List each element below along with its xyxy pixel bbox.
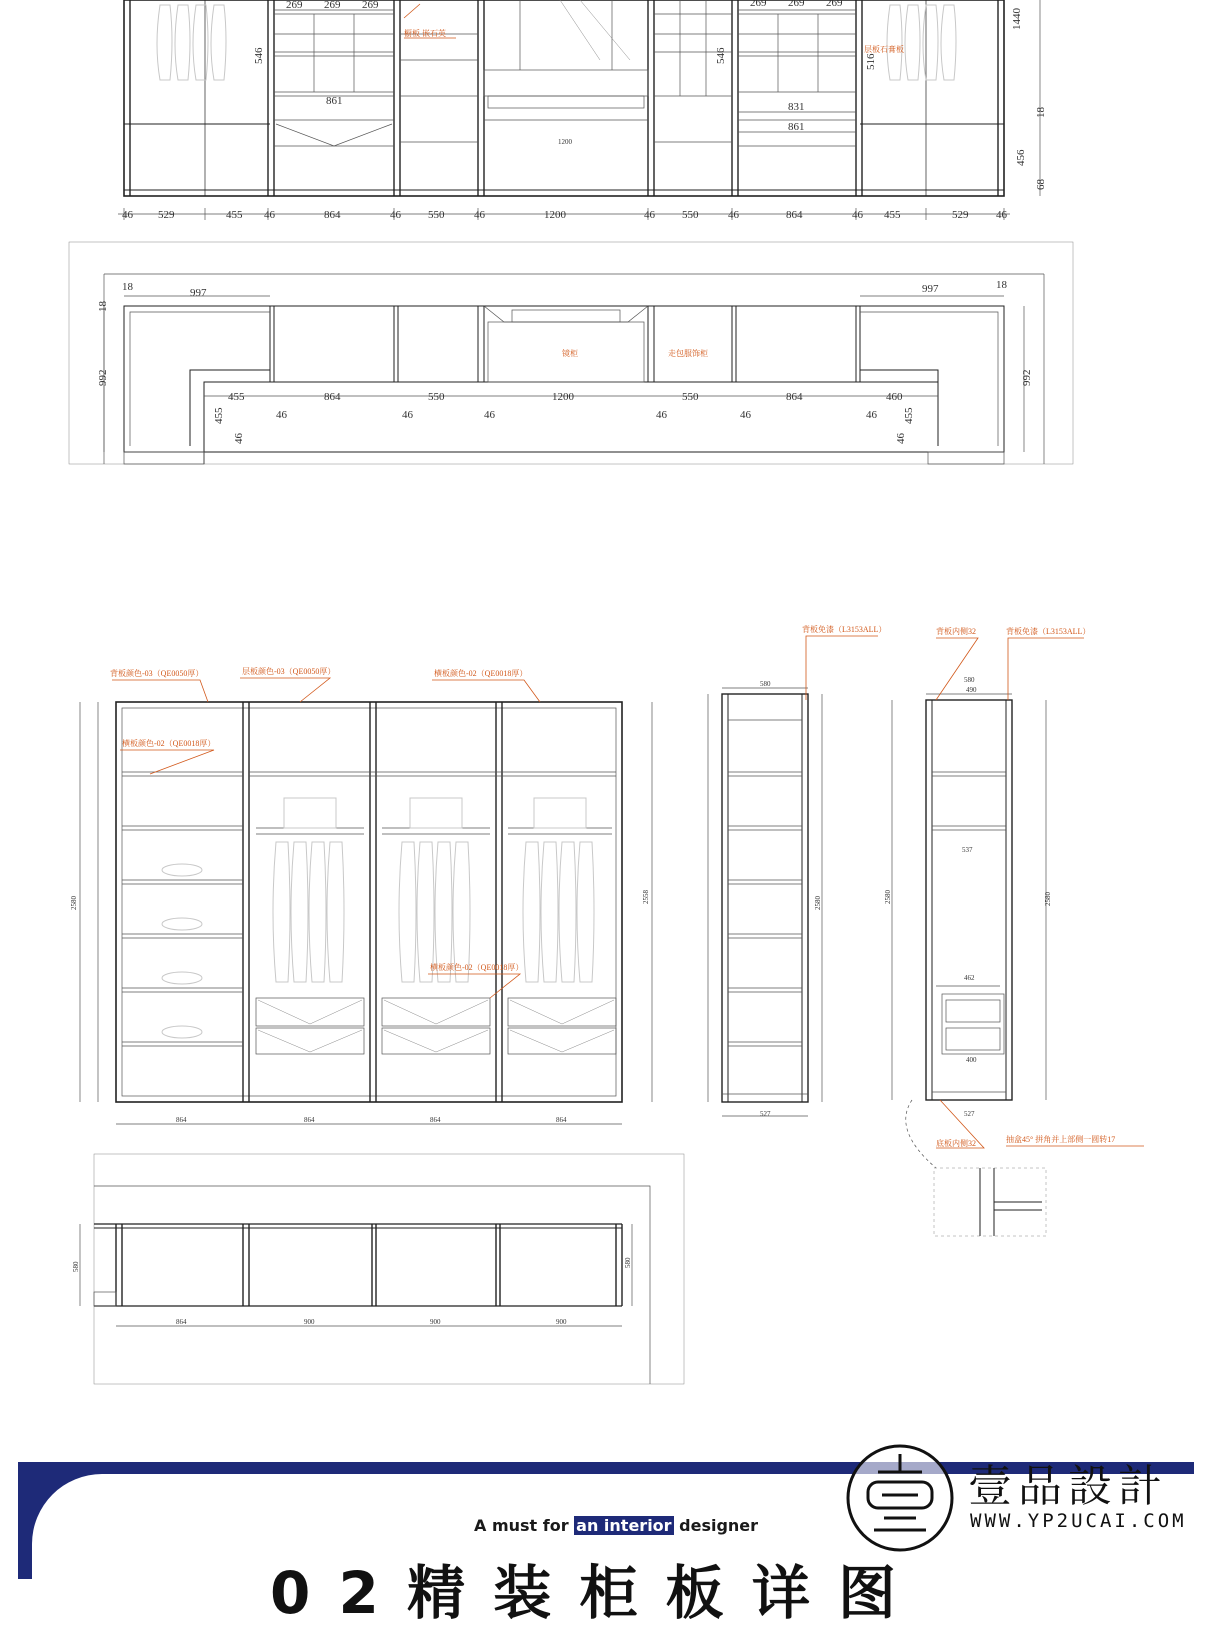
note-label: 背板内侧32 bbox=[936, 627, 976, 636]
dim-label: 46 bbox=[996, 209, 1007, 221]
dim-label: 2580 bbox=[1044, 892, 1052, 906]
dim-label: 831 bbox=[788, 101, 805, 113]
dim-label: 529 bbox=[158, 209, 175, 221]
dim-label: 2580 bbox=[70, 896, 78, 910]
tagline-text-end: designer bbox=[673, 1516, 759, 1535]
dim-label: 997 bbox=[190, 287, 207, 299]
dim-label: 992 bbox=[97, 369, 109, 386]
top-elevation bbox=[118, 0, 1047, 221]
dim-label: 46 bbox=[390, 209, 401, 221]
section-b bbox=[884, 626, 1144, 1236]
dim-label: 46 bbox=[264, 209, 275, 221]
banner-tagline bbox=[474, 1516, 758, 1535]
dim-label: 2580 bbox=[814, 896, 822, 910]
dim-label: 861 bbox=[326, 95, 343, 107]
dim-label: 1200 bbox=[558, 138, 572, 146]
dim-label: 2580 bbox=[884, 890, 892, 904]
dim-label: 861 bbox=[788, 121, 805, 133]
dim-label: 864 bbox=[786, 391, 803, 403]
dim-label: 455 bbox=[226, 209, 243, 221]
dim-label: 550 bbox=[428, 209, 445, 221]
dim-label: 18 bbox=[1035, 107, 1047, 118]
dim-label: 46 bbox=[276, 409, 287, 421]
note-label: 背板颜色-03（QE0050厚） bbox=[110, 669, 204, 678]
dim-label: 537 bbox=[962, 846, 973, 854]
dim-label: 462 bbox=[964, 974, 975, 982]
section-a bbox=[708, 624, 886, 1118]
dim-label: 46 bbox=[122, 209, 133, 221]
wardrobe-plan bbox=[72, 1154, 684, 1384]
logo-name: 壹品設計 bbox=[968, 1461, 1168, 1512]
dim-label: 68 bbox=[1035, 179, 1047, 190]
dim-label: 550 bbox=[682, 391, 699, 403]
tagline-highlight: an interior bbox=[576, 1516, 672, 1535]
dim-label: 455 bbox=[884, 209, 901, 221]
logo-mark-icon bbox=[844, 1442, 956, 1554]
dim-label: 900 bbox=[556, 1318, 567, 1326]
dim-label: 580 bbox=[72, 1261, 80, 1272]
dim-label: 1200 bbox=[552, 391, 574, 403]
dim-label: 46 bbox=[233, 433, 245, 444]
dim-label: 269 bbox=[788, 0, 805, 9]
note-label: 背板免漆（L3153ALL） bbox=[802, 625, 887, 634]
dim-label: 1440 bbox=[1011, 8, 1023, 30]
plan-label: 走包服饰柜 bbox=[668, 349, 708, 358]
banner-title: 0 2 精 装 柜 板 详 图 bbox=[270, 1559, 901, 1627]
note-label: 橱板 嵌石英 bbox=[404, 29, 446, 38]
dim-label: 580 bbox=[624, 1257, 632, 1268]
dim-label: 269 bbox=[286, 0, 303, 11]
top-plan bbox=[69, 242, 1073, 464]
dim-label: 529 bbox=[952, 209, 969, 221]
dim-label: 516 bbox=[865, 53, 877, 70]
note-label: 层板颜色-03（QE0050厚） bbox=[242, 667, 336, 676]
dim-label: 864 bbox=[786, 209, 803, 221]
dim-label: 992 bbox=[1021, 369, 1033, 386]
dim-label: 18 bbox=[996, 279, 1007, 291]
dim-label: 269 bbox=[826, 0, 843, 9]
dim-label: 400 bbox=[966, 1056, 977, 1064]
dim-label: 456 bbox=[1015, 149, 1027, 166]
dim-label: 527 bbox=[760, 1110, 771, 1118]
note-label: 层板石膏板 bbox=[864, 45, 904, 54]
dim-label: 864 bbox=[324, 209, 341, 221]
dim-label: 864 bbox=[430, 1116, 441, 1124]
dim-label: 46 bbox=[644, 209, 655, 221]
dim-label: 269 bbox=[362, 0, 379, 11]
watermark-logo bbox=[842, 1440, 1202, 1560]
dim-label: 550 bbox=[428, 391, 445, 403]
dim-label: 269 bbox=[750, 0, 767, 9]
dim-label: 490 bbox=[966, 686, 977, 694]
dim-label: 550 bbox=[682, 209, 699, 221]
dim-label: 1200 bbox=[544, 209, 566, 221]
dim-label: 46 bbox=[656, 409, 667, 421]
tagline-text: A must for bbox=[474, 1516, 575, 1535]
dim-label: 460 bbox=[886, 391, 903, 403]
dim-label: 18 bbox=[97, 301, 109, 312]
dim-label: 864 bbox=[176, 1116, 187, 1124]
dim-label: 864 bbox=[324, 391, 341, 403]
dim-label: 46 bbox=[852, 209, 863, 221]
dim-label: 46 bbox=[895, 433, 907, 444]
dim-label: 46 bbox=[740, 409, 751, 421]
dim-label: 46 bbox=[728, 209, 739, 221]
note-label: 横板颜色-02（QE0018厚） bbox=[434, 669, 528, 678]
note-label: 底板内侧32 bbox=[936, 1139, 976, 1148]
dim-label: 864 bbox=[176, 1318, 187, 1326]
dim-label: 580 bbox=[760, 680, 771, 688]
dim-label: 580 bbox=[964, 676, 975, 684]
dim-label: 527 bbox=[964, 1110, 975, 1118]
dim-label: 46 bbox=[866, 409, 877, 421]
dim-label: 46 bbox=[402, 409, 413, 421]
logo-url: WWW.YP2UCAI.COM bbox=[970, 1510, 1187, 1532]
dim-label: 269 bbox=[324, 0, 341, 11]
dim-label: 18 bbox=[122, 281, 133, 293]
dim-label: 46 bbox=[484, 409, 495, 421]
note-label: 横板颜色-02（QE0018厚） bbox=[122, 739, 216, 748]
dim-label: 455 bbox=[228, 391, 245, 403]
note-label: 背板免漆（L3153ALL） bbox=[1006, 627, 1091, 636]
dim-label: 997 bbox=[922, 283, 939, 295]
dim-label: 2558 bbox=[642, 890, 650, 904]
dim-label: 900 bbox=[304, 1318, 315, 1326]
dim-label: 46 bbox=[474, 209, 485, 221]
dim-label: 900 bbox=[430, 1318, 441, 1326]
note-label: 横板颜色-02（QE0018厚） bbox=[430, 963, 524, 972]
dim-label: 864 bbox=[556, 1116, 567, 1124]
note-label: 抽盒45° 拼角并上部侧一圆转17 bbox=[1006, 1135, 1116, 1144]
dim-label: 455 bbox=[903, 407, 915, 424]
dim-label: 546 bbox=[253, 47, 265, 64]
dim-label: 546 bbox=[715, 47, 727, 64]
dim-label: 455 bbox=[213, 407, 225, 424]
wardrobe-elevation bbox=[70, 666, 652, 1124]
dim-label: 864 bbox=[304, 1116, 315, 1124]
plan-label: 镜柜 bbox=[562, 349, 578, 358]
